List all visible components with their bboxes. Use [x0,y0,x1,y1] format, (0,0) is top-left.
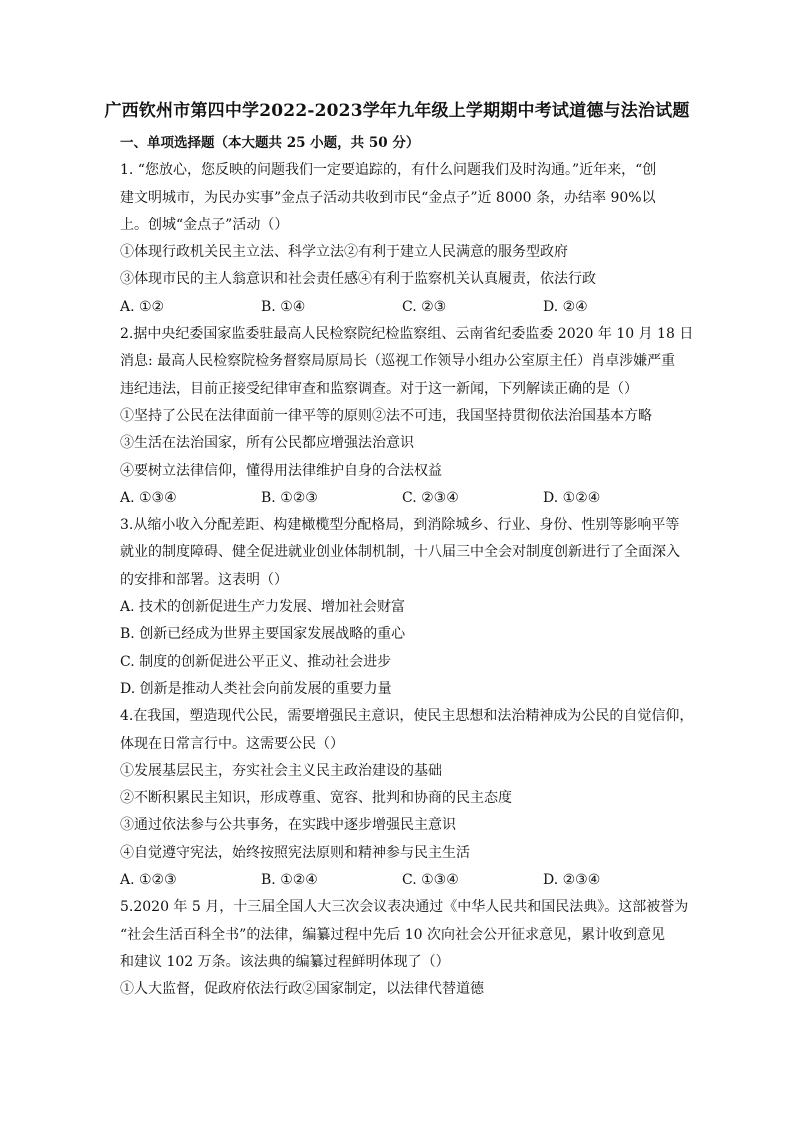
question-5-line: “社会生活百科全书”的法律，编纂过程中先后 10 次向社会公开征求意见，累计收到意见 [120,926,666,943]
option-a: A. ①②③ [120,872,177,889]
question-1-line: 上。创城“金点子”活动（） [120,216,289,233]
option-b: B. ①②④ [261,872,318,889]
question-3-option-c: C. 制度的创新促进公平正义、推动社会进步 [120,653,392,670]
question-5-line: 和建议 102 万条。该法典的编纂过程鲜明体现了（） [120,953,450,970]
page-title: 广西钦州市第四中学2022-2023学年九年级上学期期中考试道德与法治试题 [104,101,690,121]
question-4-options [120,867,685,894]
option-b: B. ①②③ [261,489,318,506]
question-1-line: 建文明城市，为民办实事”金点子活动共收到市民“金点子”近 8000 条，办结率 90%以 [120,189,656,206]
option-c: C. ②③④ [402,489,459,506]
question-2-statement: ④要树立法律信仰，懂得用法律维护自身的合法权益 [120,462,442,479]
question-1-line: 1. “您放心，您反映的问题我们一定要追踪的，有什么问题我们及时沟通。”近年来，“创 [120,162,657,179]
question-4-statement: ④自觉遵守宪法，始终按照宪法原则和精神参与民主生活 [120,844,470,861]
option-d: D. ②④ [543,298,588,315]
option-c: C. ①③④ [402,872,459,889]
question-2-line: 消息: 最高人民检察院检务督察局原局长（巡视工作领导小组办公室原主任）肖卓涉嫌严重 [120,353,676,370]
question-2-line: 违纪违法，目前正接受纪律审查和监察调查。对于这一新闻，下列解读正确的是（） [120,380,638,397]
option-a: A. ①② [120,298,165,315]
question-3-option-a: A. 技术的创新促进生产力发展、增加社会财富 [120,599,406,616]
question-1-statement: ③体现市民的主人翁意识和社会责任感④有利于监察机关认真履责，依法行政 [120,271,596,288]
section-header: 一、单项选择题（本大题共 25 小题，共 50 分） [120,135,420,151]
question-3-line: 就业的制度障碍、健全促进就业创业体制机制，十八届三中全会对制度创新进行了全面深入 [120,544,680,561]
option-a: A. ①③④ [120,489,177,506]
question-4-statement: ①发展基层民主，夯实社会主义民主政治建设的基础 [120,762,442,779]
question-3-line: 的安排和部署。这表明（） [120,571,288,588]
question-4-statement: ②不断积累民主知识，形成尊重、宽容、批判和协商的民主态度 [120,790,512,807]
question-2-statement: ③生活在法治国家，所有公民都应增强法治意识 [120,435,414,452]
question-4-line: 体现在日常言行中。这需要公民（） [120,735,344,752]
question-3-option-d: D. 创新是推动人类社会向前发展的重要力量 [120,680,392,697]
option-d: D. ②③④ [543,872,601,889]
question-5-line: 5.2020 年 5 月，十三届全国人大三次会议表决通过《中华人民共和国民法典》。这部被誉为 [120,899,689,916]
question-2-line: 2.据中央纪委国家监委驻最高人民检察院纪检监察组、云南省纪委监委 2020 年 10 月 18 日 [120,326,694,343]
question-2-statement: ①坚持了公民在法律面前一律平等的原则②法不可违，我国坚持贯彻依法治国基本方略 [120,407,652,424]
option-d: D. ①②④ [543,489,601,506]
question-3-line: 3.从缩小收入分配差距、构建橄榄型分配格局，到消除城乡、行业、身份、性别等影响平等 [120,517,680,534]
option-c: C. ②③ [402,298,447,315]
question-1-options [120,294,685,321]
question-2-options [120,485,685,512]
option-b: B. ①④ [261,298,306,315]
question-3-option-b: B. 创新已经成为世界主要国家发展战略的重心 [120,626,406,643]
question-list [120,130,694,1004]
question-4-statement: ③通过依法参与公共事务，在实践中逐步增强民主意识 [120,817,456,834]
question-1-statement: ①体现行政机关民主立法、科学立法②有利于建立人民满意的服务型政府 [120,244,568,261]
question-4-line: 4.在我国，塑造现代公民，需要增强民主意识，使民主思想和法治精神成为公民的自觉信仰， [120,708,694,725]
question-5-statement: ①人大监督，促政府依法行政②国家制定，以法律代替道德 [120,981,484,998]
